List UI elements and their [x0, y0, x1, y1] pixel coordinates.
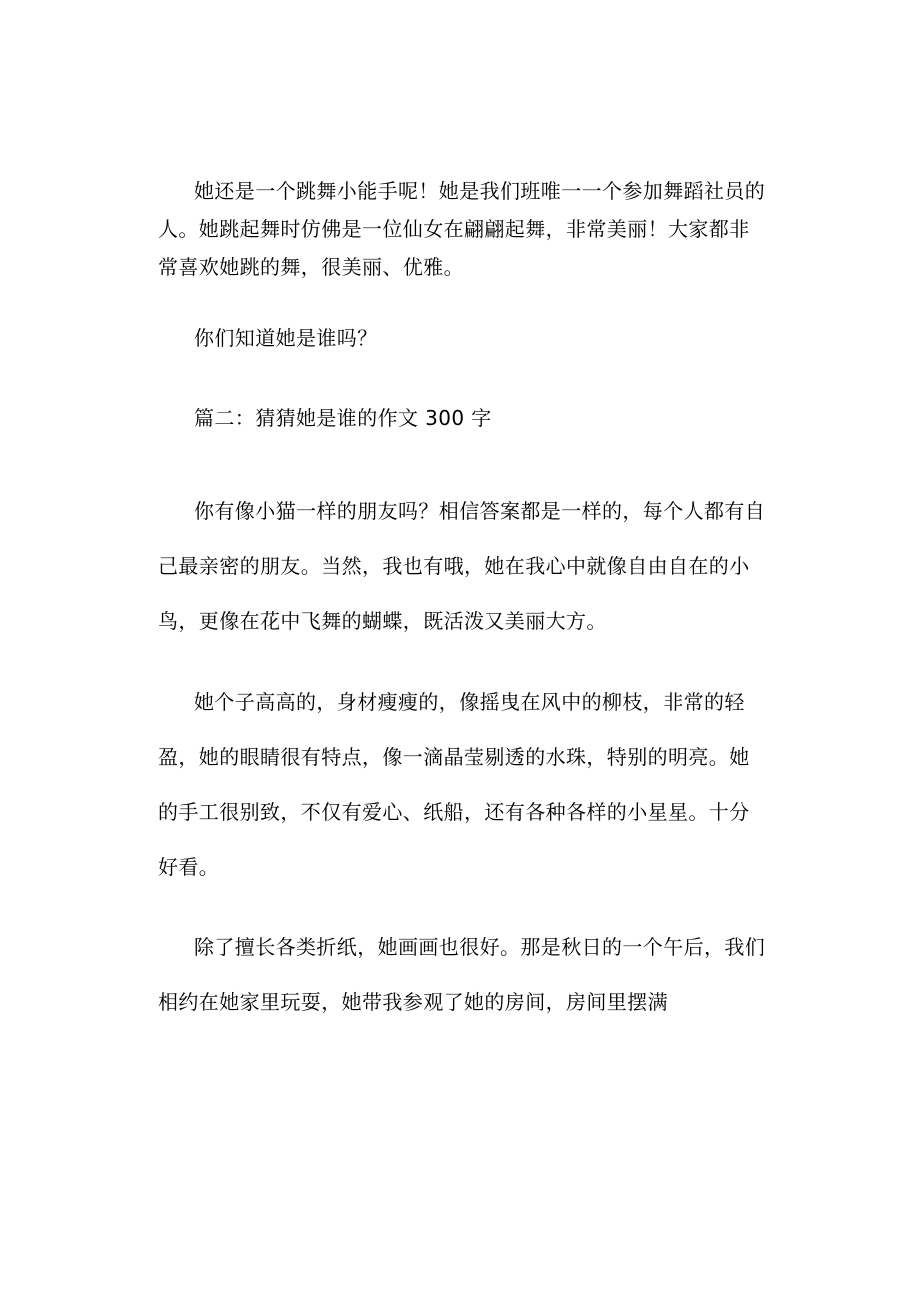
paragraph-friend-intro: 你有像小猫一样的朋友吗？相信答案都是一样的，每个人都有自己最亲密的朋友。当然，我也有哦，她在我心中就像自由自在的小鸟，更像在花中飞舞的蝴蝶，既活泼又美丽大方。: [158, 499, 766, 633]
paragraph-dance: 她还是一个跳舞小能手呢！她是我们班唯一一个参加舞蹈社员的人。她跳起舞时仿佛是一位仙女在翩翩起舞，非常美丽！大家都非常喜欢她跳的舞，很美丽、优雅。: [158, 179, 766, 279]
section-title: 篇二：猜猜她是谁的作文 300 字: [194, 406, 492, 430]
paragraph-question: 你们知道她是谁吗？: [194, 326, 378, 350]
paragraph-appearance: 她个子高高的，身材瘦瘦的，像摇曳在风中的柳枝，非常的轻盈，她的眼睛很有特点，像一滴晶莹剔透的水珠，特别的明亮。她的手工很别致，不仅有爱心、纸船，还有各种各样的小星星。十分好看。: [158, 690, 750, 879]
paragraph-drawing: 除了擅长各类折纸，她画画也很好。那是秋日的一个午后，我们相约在她家里玩耍，她带我参观了她的房间，房间里摆满: [158, 935, 766, 1014]
